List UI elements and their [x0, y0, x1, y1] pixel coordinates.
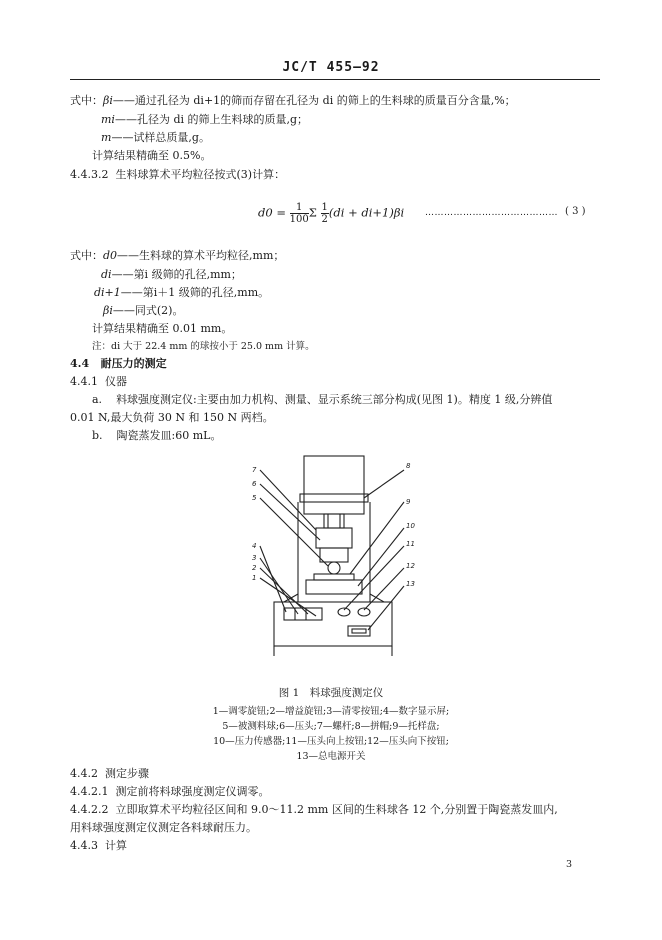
- strength-tester-diagram: [240, 450, 430, 680]
- screw-rod: [324, 514, 344, 528]
- precision-note: 计算结果精确至 0.01 mm。: [92, 322, 233, 335]
- instrument-a-continued: 0.01 N,最大负荷 30 N 和 150 N 两档。: [70, 411, 274, 424]
- figure-legend-line: 5—被测料球;6—压头;7—螺杆;8—拼帽;9—托样盘;: [222, 721, 440, 732]
- section-4-4-2-1: 4.4.2.1 测定前将料球强度测定仪调零。: [70, 785, 270, 798]
- formula-number: ( 3 ): [565, 206, 586, 217]
- callout-13: 13: [406, 580, 415, 588]
- variable-definition: mi——孔径为 di 的筛上生料球的质量,g；: [101, 113, 309, 126]
- callout-11: 11: [406, 540, 415, 548]
- section-4-4-2-2-continued: 用料球强度测定仪测定各料球耐压力。: [70, 821, 257, 834]
- section-4-4-2: 4.4.2 测定步骤: [70, 767, 149, 780]
- callout-6: 6: [252, 480, 257, 488]
- precision-note: 计算结果精确至 0.5%。: [92, 149, 212, 162]
- lock-nut: [300, 494, 368, 502]
- callout-10: 10: [406, 522, 415, 530]
- press-head-lower: [320, 548, 348, 562]
- note: 注：di 大于 22.4 mm 的球按小于 25.0 mm 计算。: [92, 341, 315, 352]
- variable-definition: βi——同式(2)。: [103, 304, 184, 317]
- page-number: 3: [566, 859, 573, 870]
- section-4-4-1: 4.4.1 仪器: [70, 375, 127, 388]
- callout-5: 5: [252, 494, 257, 502]
- figure-legend-line: 13—总电源开关: [296, 751, 366, 762]
- figure-legend-line: 10—压力传感器;11—压头向上按钮;12—压头向下按钮;: [213, 736, 449, 747]
- section-4-4-3: 4.4.3 计算: [70, 839, 127, 852]
- variable-definition: 式中：βi——通过孔径为 di+1的筛而存留在孔径为 di 的筛上的生料球的质量百分含量,%；: [70, 94, 516, 107]
- callout-3: 3: [252, 554, 257, 562]
- fraction-1-100: $\frac{1}{100}$: [289, 202, 309, 225]
- power-switch: [348, 626, 370, 636]
- formula-3: d0 = $\frac{1}{100}$ Σ $\frac{1}{2}$ (di + di+1)βi: [258, 202, 405, 225]
- variable-definition: di——第i 级筛的孔径,mm；: [101, 268, 242, 281]
- pressure-sensor: [306, 580, 362, 594]
- formula-leader-dots: ……………………………………: [425, 208, 558, 218]
- header-rule: [70, 79, 600, 80]
- test-ball: [328, 562, 340, 574]
- callout-1: 1: [252, 574, 257, 582]
- fraction-1-2: $\frac{1}{2}$: [321, 202, 328, 225]
- variable-definition: di+1——第i＋1 级筛的孔径,mm。: [94, 286, 270, 299]
- variable-definition: 式中：d0——生料球的算术平均粒径,mm；: [70, 249, 285, 262]
- section-4-4-3-2: 4.4.3.2 生料球算术平均粒径按式(3)计算：: [70, 168, 286, 181]
- callout-2: 2: [252, 564, 257, 572]
- press-head: [316, 528, 352, 548]
- figure-legend-line: 1—调零旋钮;2—增益旋钮;3—清零按钮;4—数字显示屏;: [212, 706, 450, 717]
- top-housing: [304, 456, 364, 514]
- callout-12: 12: [406, 562, 415, 570]
- figure-caption: 图 1 料球强度测定仪: [278, 687, 384, 699]
- instrument-a: a. 料球强度测定仪:主要由加力机构、测量、显示系统三部分构成(见图 1)。精度 1 级,分辨值: [92, 393, 553, 406]
- section-4-4-heading: 4.4 耐压力的测定: [70, 357, 167, 370]
- variable-definition: m——试样总质量,g。: [101, 131, 210, 144]
- section-4-4-2-2: 4.4.2.2 立即取算术平均粒径区间和 9.0～11.2 mm 区间的生料球各 12 个,分别置于陶瓷蒸发皿内,: [70, 803, 558, 816]
- base-housing: [274, 602, 392, 646]
- callout-9: 9: [406, 498, 411, 506]
- callout-4: 4: [252, 542, 257, 550]
- instrument-b: b. 陶瓷蒸发皿:60 mL。: [92, 429, 222, 442]
- figure-callouts: [252, 462, 415, 588]
- callout-7: 7: [252, 466, 257, 474]
- down-button: [358, 608, 370, 616]
- callout-8: 8: [406, 462, 411, 470]
- sample-tray: [314, 574, 354, 580]
- power-switch-rocker: [352, 629, 366, 633]
- document-code-header: JC/T 455—92: [282, 60, 380, 75]
